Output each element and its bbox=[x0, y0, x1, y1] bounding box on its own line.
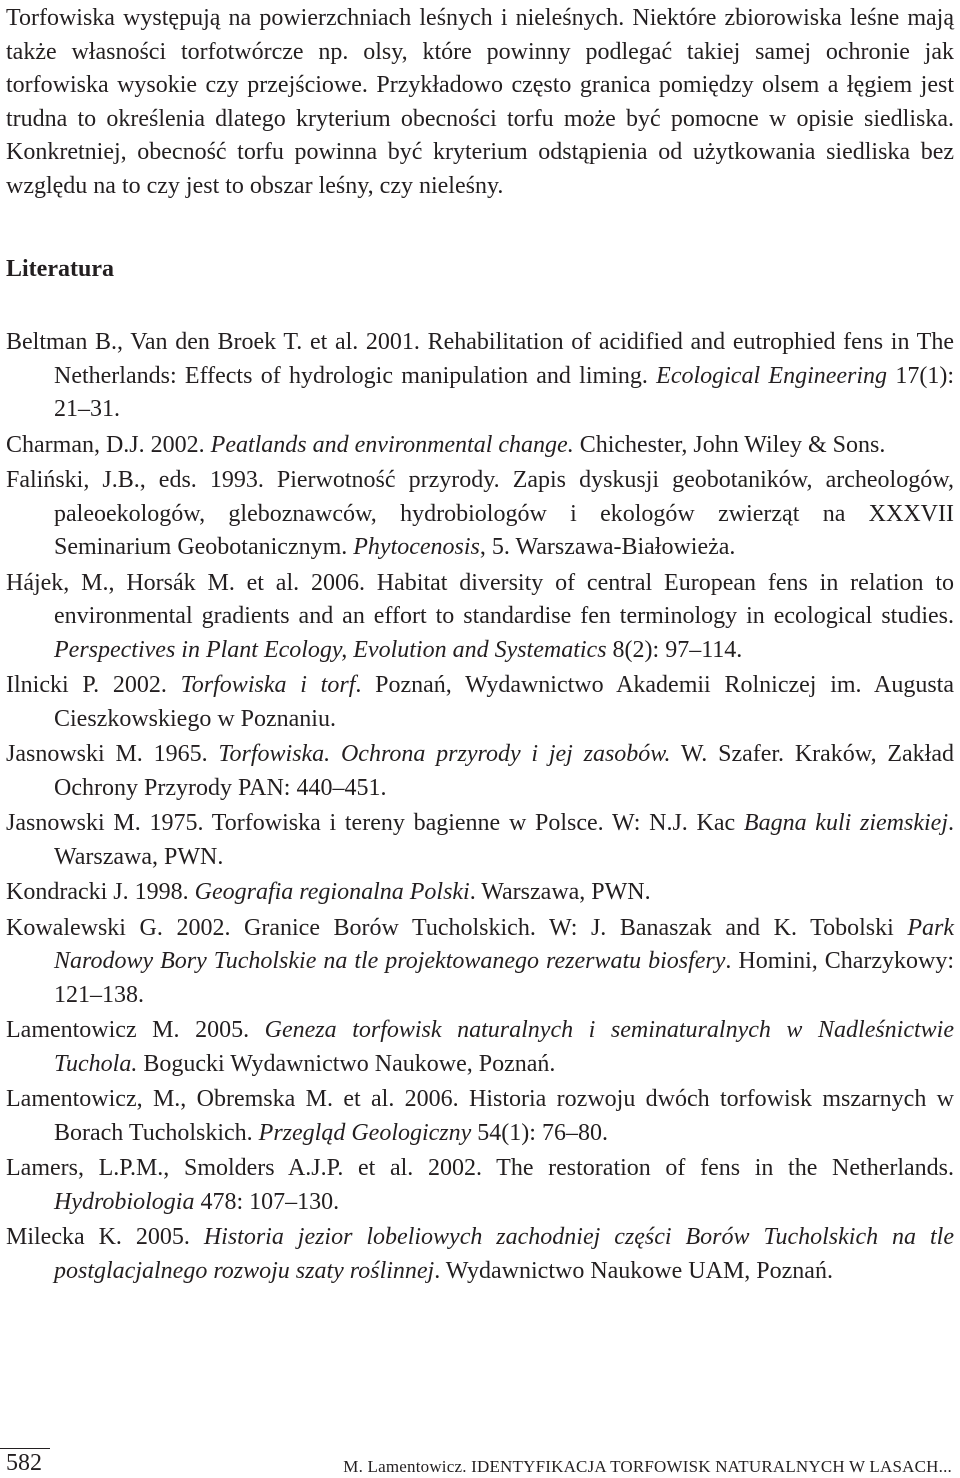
reference-title-italic: Torfowiska i torf bbox=[180, 672, 356, 698]
reference-tail: . Homini, Charzykowy: 121–138. bbox=[54, 948, 955, 1008]
reference-tail: . Warszawa, PWN. bbox=[469, 879, 651, 905]
reference-tail: 54(1): 76–80. bbox=[471, 1119, 608, 1146]
reference-item bbox=[6, 1221, 954, 1288]
reference-item bbox=[6, 429, 954, 463]
reference-item bbox=[6, 567, 954, 668]
intro-paragraph: Torfowiska występują na powierzchniach leśnych i nieleśnych. Niektóre zbiorowiska leśne mają także własności torfotwórcze np. olsy, które powinny podlegać takiej samej ochronie jak torfowiska wysokie czy przejściowe. Przykładowo często granica pomiędzy olsem a łęgiem jest trudna to określenia dlatego kryterium obecności torfu może być pomocne w opisie siedliska. Konkretniej, obecność torfu powinna być kryterium odstąpienia od użytkowania siedliska bez względu na to czy jest to obszar leśny, czy nieleśny. bbox=[6, 5, 954, 199]
reference-title-italic: Peatlands and environmental change. bbox=[210, 431, 574, 458]
reference-text: Lamers, L.P.M., Smolders A.J.P. et al. 2002. The restoration of fens in the Netherlands. bbox=[6, 1155, 954, 1181]
reference-text: Charman, D.J. 2002. bbox=[6, 431, 211, 458]
page-number: 582 bbox=[6, 1450, 42, 1476]
reference-tail: 478: 107–130. bbox=[194, 1188, 340, 1215]
reference-title-italic: Geneza torfowisk naturalnych i seminaturalnych w Nadleśnictwie Tuchola. bbox=[54, 1017, 954, 1077]
reference-title-italic: Geografia regionalna Polski bbox=[194, 879, 470, 905]
reference-tail: Chichester, John Wiley & Sons. bbox=[573, 431, 886, 458]
reference-title-italic: Phytocenosis bbox=[353, 534, 480, 560]
reference-title-italic: Historia jezior lobeliowych zachodniej części Borów Tucholskich na tle postglacjalnego rozwoju szaty roślinnej bbox=[54, 1224, 954, 1284]
reference-item bbox=[6, 1014, 954, 1081]
reference-item bbox=[6, 326, 954, 427]
reference-tail: , 5. Warszawa-Białowieża. bbox=[479, 534, 736, 560]
reference-title-italic: Perspectives in Plant Ecology, Evolution and Systematics bbox=[54, 636, 607, 663]
reference-tail: . Warszawa, PWN. bbox=[54, 810, 954, 870]
reference-text: Kondracki J. 1998. bbox=[6, 879, 195, 905]
reference-item bbox=[6, 876, 954, 910]
reference-text: Ilnicki P. 2002. bbox=[6, 672, 181, 698]
section-heading: Literatura bbox=[6, 256, 114, 282]
reference-title-italic: Torfowiska. Ochrona przyrody i jej zasobów. bbox=[218, 741, 671, 767]
reference-list bbox=[6, 326, 954, 1288]
reference-text: Hájek, M., Horsák M. et al. 2006. Habitat diversity of central European fens in relation to environmental gradients and an effort to standardise fen terminology in ecological studies. bbox=[6, 569, 954, 629]
reference-title-italic: Ecological Engineering bbox=[656, 362, 888, 389]
reference-tail: W. Szafer. Kraków, Zakład Ochrony Przyrody PAN: 440–451. bbox=[54, 741, 954, 801]
reference-item bbox=[6, 738, 954, 805]
reference-title-italic: Hydrobiologia bbox=[54, 1188, 195, 1215]
reference-text: Lamentowicz, M., Obremska M. et al. 2006. Historia rozwoju dwóch torfowisk mszarnych w Borach Tucholskich. bbox=[6, 1086, 954, 1146]
reference-item bbox=[6, 1083, 954, 1150]
reference-item bbox=[6, 1152, 954, 1219]
reference-tail: . Wydawnictwo Naukowe UAM, Poznań. bbox=[434, 1257, 833, 1284]
running-head: M. Lamentowicz. IDENTYFIKACJA TORFOWISK NATURALNYCH W LASACH... bbox=[343, 1457, 952, 1476]
reference-title-italic: Bagna kuli ziemskiej bbox=[743, 810, 948, 836]
reference-tail: Bogucki Wydawnictwo Naukowe, Poznań. bbox=[137, 1050, 556, 1077]
reference-item bbox=[6, 464, 954, 565]
reference-item bbox=[6, 912, 954, 1013]
reference-tail: . Poznań, Wydawnictwo Akademii Rolniczej im. Augusta Cieszkowskiego w Poznaniu. bbox=[54, 672, 954, 732]
reference-item bbox=[6, 669, 954, 736]
document-page bbox=[6, 0, 954, 1290]
reference-tail: 17(1): 21–31. bbox=[54, 362, 955, 422]
reference-text: Jasnowski M. 1975. Torfowiska i tereny bagienne w Polsce. W: N.J. Kac bbox=[6, 810, 744, 836]
reference-tail: 8(2): 97–114. bbox=[606, 636, 743, 663]
reference-text: Lamentowicz M. 2005. bbox=[6, 1017, 265, 1043]
reference-text: Beltman B., Van den Broek T. et al. 2001. Rehabilitation of acidified and eutrophied fens in The Netherlands: Effects of hydrologic manipulation and liming. bbox=[6, 329, 954, 389]
reference-title-italic: Przegląd Geologiczny bbox=[258, 1119, 472, 1146]
reference-title-italic: Park Narodowy Bory Tucholskie na tle projektowanego rezerwatu biosfery bbox=[54, 914, 954, 974]
reference-text: Jasnowski M. 1965. bbox=[6, 741, 219, 767]
reference-text: Milecka K. 2005. bbox=[6, 1224, 204, 1250]
reference-item bbox=[6, 807, 954, 874]
reference-text: Kowalewski G. 2002. Granice Borów Tucholskich. W: J. Banaszak and K. Tobolski bbox=[6, 914, 908, 941]
reference-text: Faliński, J.B., eds. 1993. Pierwotność przyrody. Zapis dyskusji geobotaników, archeologów, paleoekologów, gleboznawców, hydrobiologów i ekologów zwierząt na XXXVII Seminarium Geobotanicznym. bbox=[6, 467, 954, 560]
